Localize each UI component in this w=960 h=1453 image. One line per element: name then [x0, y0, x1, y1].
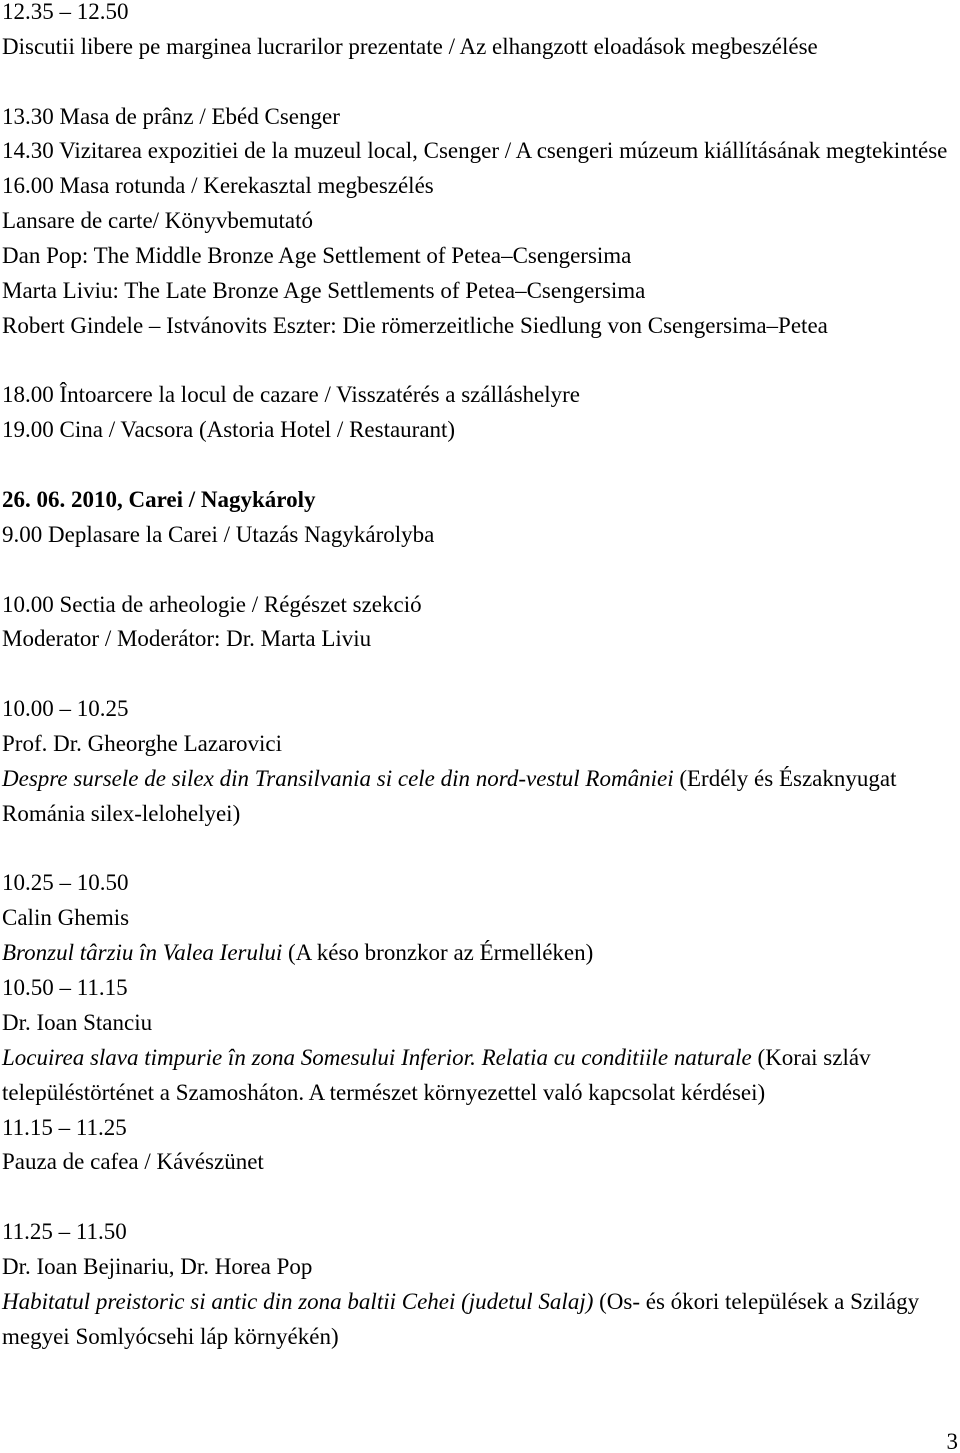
talk-time: 10.00 – 10.25: [2, 696, 129, 722]
talk-title-hu: (Erdély és Északnyugat: [679, 765, 897, 791]
blank-line: [2, 448, 960, 483]
talk-time: 11.25 – 11.50: [2, 1219, 127, 1245]
return-entry: 18.00 Întoarcere la locul de cazare / Visszatérés a szálláshelyre: [2, 382, 581, 408]
talk-title-ro: Despre sursele de silex din Transilvania si cele din nord-vestul României: [2, 765, 674, 791]
talk-title-hu-continued: megyei Somlyócsehi láp környékén): [2, 1323, 339, 1349]
talk-speaker: Dr. Ioan Stanciu: [2, 1009, 153, 1035]
blank-line: [2, 553, 960, 588]
talk-speaker: Calin Ghemis: [2, 905, 130, 931]
page-number: 3: [946, 1429, 958, 1453]
section-moderator: Moderator / Moderátor: Dr. Marta Liviu: [2, 626, 372, 652]
talk-speaker: Dr. Ioan Bejinariu, Dr. Horea Pop: [2, 1253, 313, 1279]
talk-speaker: Prof. Dr. Gheorghe Lazarovici: [2, 731, 282, 757]
museum-visit-entry: 14.30 Vizitarea expozitiei de la muzeul local, Csenger / A csengeri múzeum kiállításának megtekintése: [2, 138, 948, 164]
talk-title-hu: (Os- és ókori települések a Szilágy: [599, 1288, 920, 1314]
blank-line: [2, 1180, 960, 1215]
talk-title-hu: (A késo bronzkor az Érmelléken): [288, 940, 594, 966]
break-label: Pauza de cafea / Kávészünet: [2, 1149, 264, 1175]
talk-title-hu-continued: településtörténet a Szamosháton. A természet környezettel való kapcsolat kérdései): [2, 1079, 766, 1105]
book-entry: Robert Gindele – Istvánovits Eszter: Die römerzeitliche Siedlung von Csengersima–Petea: [2, 312, 828, 338]
book-entry: Dan Pop: The Middle Bronze Age Settlement of Petea–Csengersima: [2, 243, 632, 269]
talk-title-line: [2, 936, 960, 971]
talk-title-ro: Bronzul târziu în Valea Ierului: [2, 940, 283, 966]
travel-entry: 9.00 Deplasare la Carei / Utazás Nagykárolyba: [2, 521, 435, 547]
lunch-entry: 13.30 Masa de prânz / Ebéd Csenger: [2, 103, 340, 129]
talk-title-ro: Habitatul preistoric si antic din zona baltii Cehei (judetul Salaj): [2, 1288, 594, 1314]
dinner-entry: 19.00 Cina / Vacsora (Astoria Hotel / Restaurant): [2, 417, 456, 443]
talk-title-ro: Locuirea slava timpurie în zona Somesului Inferior. Relatia cu conditiile naturale: [2, 1044, 752, 1070]
book-entry: Marta Liviu: The Late Bronze Age Settlements of Petea–Csengersima: [2, 277, 646, 303]
session-title: Discutii libere pe marginea lucrarilor prezentate / Az elhangzott eloadások megbeszélése: [2, 33, 818, 59]
day-heading: 26. 06. 2010, Carei / Nagykároly: [2, 487, 316, 513]
talk-title-hu-continued: Románia silex-lelohelyei): [2, 800, 241, 826]
blank-line: [2, 657, 960, 692]
book-launch-heading: Lansare de carte/ Könyvbemutató: [2, 208, 314, 234]
program-text: [2, 0, 960, 1355]
talk-time: 10.25 – 10.50: [2, 870, 129, 896]
blank-line: [2, 344, 960, 379]
break-time: 11.15 – 11.25: [2, 1114, 127, 1140]
session-time: 12.35 – 12.50: [2, 0, 129, 24]
talk-title-hu: (Korai szláv: [757, 1044, 871, 1070]
talk-title-line: [2, 762, 960, 797]
section-title: 10.00 Sectia de arheologie / Régészet szekció: [2, 591, 422, 617]
round-table-entry: 16.00 Masa rotunda / Kerekasztal megbeszélés: [2, 173, 434, 199]
talk-title-line: [2, 1041, 960, 1076]
talk-title-line: [2, 1285, 960, 1320]
blank-line: [2, 65, 960, 100]
talk-time: 10.50 – 11.15: [2, 975, 128, 1001]
blank-line: [2, 832, 960, 867]
